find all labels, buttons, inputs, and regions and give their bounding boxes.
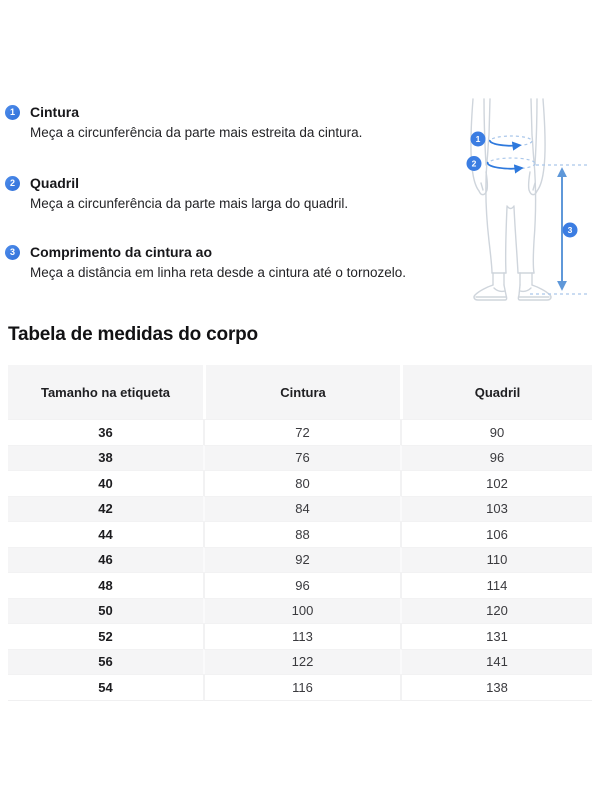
measurement-marks — [488, 136, 588, 294]
table-cell: 88 — [203, 521, 400, 547]
table-row — [8, 547, 592, 573]
table-cell: 110 — [400, 547, 592, 573]
table-cell: 80 — [203, 470, 400, 496]
table-cell: 42 — [8, 496, 203, 522]
table-cell: 54 — [8, 674, 203, 701]
figure-badge-2-label: 2 — [471, 158, 477, 169]
table-cell: 46 — [8, 547, 203, 573]
guide-item-title: Comprimento da cintura ao — [30, 244, 213, 260]
table-cell: 76 — [203, 445, 400, 471]
table-row — [8, 674, 592, 701]
table-cell: 36 — [8, 419, 203, 445]
body-figure-svg — [450, 95, 600, 320]
table-row — [8, 419, 592, 445]
figure-badge-3-label: 3 — [567, 225, 573, 235]
table-row — [8, 649, 592, 675]
table-row — [8, 445, 592, 471]
table-cell: 138 — [400, 674, 592, 701]
guide-item-quadril — [5, 174, 450, 212]
size-table-body — [8, 419, 592, 701]
waist-measure-arc — [490, 140, 520, 146]
size-table-header-row — [8, 365, 592, 419]
guide-item-title: Cintura — [30, 104, 79, 120]
column-header-tamanho: Tamanho na etiqueta — [8, 365, 203, 419]
step-1-badge: 1 — [5, 105, 20, 120]
table-row — [8, 572, 592, 598]
body-measurement-figure — [450, 95, 600, 320]
table-cell: 113 — [203, 623, 400, 649]
table-row — [8, 598, 592, 624]
table-row — [8, 623, 592, 649]
table-cell: 100 — [203, 598, 400, 624]
table-cell: 92 — [203, 547, 400, 573]
table-cell: 52 — [8, 623, 203, 649]
table-cell: 116 — [203, 674, 400, 701]
table-cell: 106 — [400, 521, 592, 547]
table-cell: 96 — [400, 445, 592, 471]
table-cell: 48 — [8, 572, 203, 598]
table-cell: 120 — [400, 598, 592, 624]
guide-item-description: Meça a circunferência da parte mais larga do quadril. — [30, 196, 349, 211]
table-cell: 84 — [203, 496, 400, 522]
table-cell: 56 — [8, 649, 203, 675]
table-cell: 102 — [400, 470, 592, 496]
table-cell: 40 — [8, 470, 203, 496]
guide-item-comprimento — [5, 243, 450, 281]
table-cell: 44 — [8, 521, 203, 547]
step-2-badge: 2 — [5, 176, 20, 191]
guide-item-cintura — [5, 103, 450, 141]
table-cell: 72 — [203, 419, 400, 445]
table-cell: 50 — [8, 598, 203, 624]
table-cell: 96 — [203, 572, 400, 598]
step-3-badge: 3 — [5, 245, 20, 260]
guide-item-description: Meça a circunferência da parte mais estreita da cintura. — [30, 125, 363, 140]
table-cell: 141 — [400, 649, 592, 675]
column-header-cintura: Cintura — [203, 365, 400, 419]
figure-badges — [467, 132, 578, 238]
body-outline-lines — [471, 99, 551, 300]
column-header-quadril: Quadril — [400, 365, 592, 419]
guide-item-title: Quadril — [30, 175, 80, 191]
guide-item-description: Meça a distância em linha reta desde a cintura até o tornozelo. — [30, 265, 406, 280]
table-cell: 131 — [400, 623, 592, 649]
table-cell: 90 — [400, 419, 592, 445]
table-cell: 122 — [203, 649, 400, 675]
figure-badge-1-label: 1 — [475, 134, 481, 144]
table-row — [8, 496, 592, 522]
table-row — [8, 521, 592, 547]
table-cell: 114 — [400, 572, 592, 598]
section-title: Tabela de medidas do corpo — [8, 324, 258, 345]
table-cell: 103 — [400, 496, 592, 522]
table-row — [8, 470, 592, 496]
hip-measure-arc — [488, 162, 522, 169]
table-cell: 38 — [8, 445, 203, 471]
size-table — [8, 365, 592, 701]
